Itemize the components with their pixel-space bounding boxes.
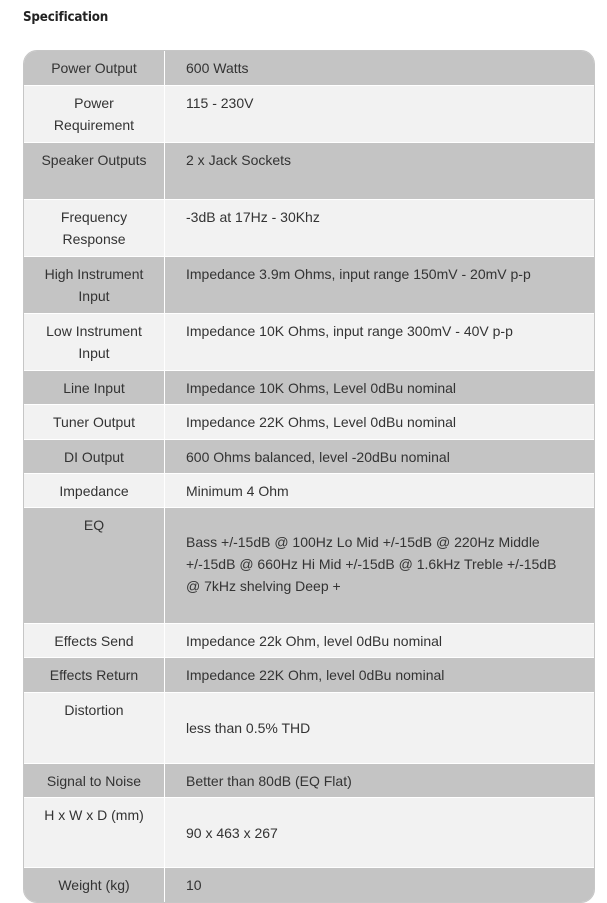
spec-value: 2 x Jack Sockets bbox=[186, 152, 292, 168]
spec-value: Impedance 10K Ohms, input range 300mV - 40V p-p bbox=[186, 323, 513, 339]
spec-label: Distortion bbox=[24, 693, 165, 763]
spec-label: DI Output bbox=[24, 440, 165, 473]
spec-label: EQ bbox=[24, 508, 165, 623]
table-row bbox=[24, 763, 594, 797]
spec-value: Minimum 4 Ohm bbox=[186, 483, 289, 499]
spec-value: 90 x 463 x 267 bbox=[186, 825, 278, 841]
page-title: Specification bbox=[23, 10, 109, 25]
spec-label: H x W x D (mm) bbox=[24, 798, 165, 867]
spec-label: Weight (kg) bbox=[24, 868, 165, 902]
spec-label: Power Requirement bbox=[24, 86, 165, 142]
spec-value: Impedance 22K Ohm, level 0dBu nominal bbox=[186, 667, 445, 683]
table-row bbox=[24, 256, 594, 313]
spec-label: Signal to Noise bbox=[24, 764, 165, 797]
table-row bbox=[24, 623, 594, 657]
table-row bbox=[24, 142, 594, 199]
table-row bbox=[24, 85, 594, 142]
spec-value: 600 Watts bbox=[186, 60, 249, 76]
spec-value: Impedance 3.9m Ohms, input range 150mV - 20mV p-p bbox=[186, 266, 531, 282]
specification-table bbox=[23, 50, 595, 903]
table-row bbox=[24, 404, 594, 439]
table-row bbox=[24, 657, 594, 692]
spec-label: Line Input bbox=[24, 371, 165, 404]
spec-value: Impedance 22k Ohm, level 0dBu nominal bbox=[186, 633, 443, 649]
spec-value: Impedance 10K Ohms, Level 0dBu nominal bbox=[186, 380, 457, 396]
table-row bbox=[24, 797, 594, 867]
spec-label: Tuner Output bbox=[24, 405, 165, 439]
spec-value: 600 Ohms balanced, level -20dBu nominal bbox=[186, 449, 450, 465]
table-row bbox=[24, 473, 594, 507]
table-row bbox=[24, 692, 594, 763]
spec-label: Impedance bbox=[24, 474, 165, 507]
table-row bbox=[24, 867, 594, 902]
spec-value: -3dB at 17Hz - 30Khz bbox=[186, 209, 320, 225]
spec-label: Effects Send bbox=[24, 624, 165, 657]
table-row bbox=[24, 507, 594, 623]
spec-label: Low Instrument Input bbox=[24, 314, 165, 370]
spec-label: Speaker Outputs bbox=[24, 143, 165, 199]
spec-value: 10 bbox=[186, 877, 202, 893]
spec-value: Better than 80dB (EQ Flat) bbox=[186, 773, 352, 789]
spec-label: High Instrument Input bbox=[24, 257, 165, 313]
table-row bbox=[24, 439, 594, 473]
table-row bbox=[24, 51, 594, 85]
table-row bbox=[24, 199, 594, 256]
table-row bbox=[24, 370, 594, 404]
spec-label: Effects Return bbox=[24, 658, 165, 692]
spec-value: Impedance 22K Ohms, Level 0dBu nominal bbox=[186, 414, 457, 430]
spec-value: less than 0.5% THD bbox=[186, 720, 311, 736]
spec-label: Frequency Response bbox=[24, 200, 165, 256]
table-row bbox=[24, 313, 594, 370]
spec-value: 115 - 230V bbox=[186, 95, 254, 111]
spec-value: Bass +/-15dB @ 100Hz Lo Mid +/-15dB @ 220Hz Middle +/-15dB @ 660Hz Hi Mid +/-15dB @ 1.6kHz Treble +/-15dB @ 7kHz shelving Deep + bbox=[186, 534, 557, 594]
spec-label: Power Output bbox=[24, 51, 165, 85]
